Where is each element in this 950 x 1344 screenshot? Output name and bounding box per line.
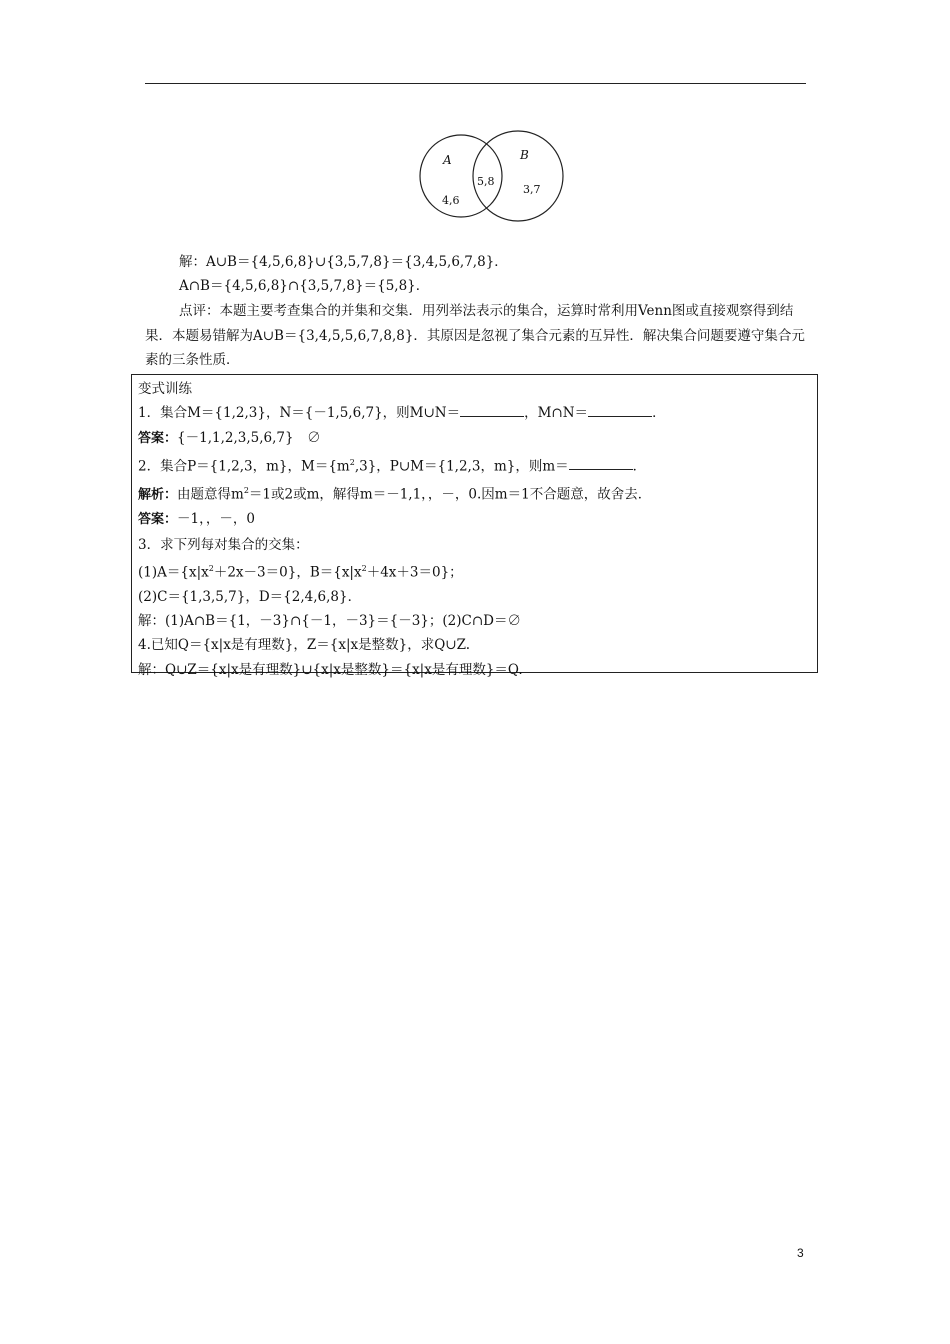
analysis-2	[138, 479, 811, 508]
header-rule	[145, 83, 806, 84]
answer-1	[138, 426, 811, 451]
question-3-1-text: (1)A＝{x|x	[138, 564, 209, 581]
answer-label: 答案：	[138, 430, 178, 446]
superscript: 2	[361, 564, 367, 574]
superscript: 2	[208, 564, 214, 574]
venn-diagram	[415, 120, 567, 230]
superscript: 2	[243, 485, 249, 495]
question-3-1-text-b: ＋2x－3＝0}，B＝{x|x	[213, 564, 362, 581]
question-1-end: ．	[652, 405, 666, 422]
exercise-title: 变式训练	[138, 381, 192, 397]
intersection-elements: 5,8	[477, 175, 495, 188]
answer-blank	[460, 404, 524, 417]
question-1-text-b: ，M∩N＝	[524, 405, 589, 422]
answer-label: 答案：	[138, 512, 178, 528]
question-2-text: 2．集合P＝{1,2,3，m}，M＝{m	[138, 458, 350, 475]
only-b-elements: 3,7	[523, 183, 541, 196]
solution-4: 解：Q∪Z＝{x|x是有理数}∪{x|x是整数}＝{x|x是有理数}＝Q.	[138, 661, 523, 678]
analysis-label: 解析：	[138, 487, 178, 503]
solution-label: 解：	[179, 254, 206, 270]
superscript: 2	[349, 457, 355, 467]
answer-blank	[569, 457, 633, 470]
question-3-1-text-c: ＋4x＋3＝0}；	[366, 564, 463, 581]
solution-intersection: A∩B＝{4,5,6,8}∩{3,5,7,8}＝{5,8}．	[179, 278, 430, 294]
comment-label: 点评：	[179, 303, 220, 319]
question-3-part-1	[138, 557, 811, 585]
only-a-elements: 4,6	[442, 194, 460, 207]
answer-2	[138, 507, 811, 532]
question-3-part-2: (2)C＝{1,3,5,7}，D＝{2,4,6,8}．	[138, 588, 362, 605]
question-2-end: ．	[632, 458, 647, 475]
solution-union	[145, 250, 807, 275]
answer-blank	[588, 404, 652, 417]
exercise-box	[131, 374, 818, 678]
solution-3: 解：(1)A∩B＝{1，－3}∩{－1，－3}＝{－3}；(2)C∩D＝∅	[138, 613, 521, 630]
question-2-text-b: ,3}，P∪M＝{1,2,3，m}，则m＝	[354, 458, 569, 475]
solution-union-text: A∪B＝{4,5,6,8}∪{3,5,7,8}＝{3,4,5,6,7,8}．	[206, 254, 508, 270]
question-2	[138, 451, 811, 479]
analysis-2-text-b: ＝1或2或m，解得m＝－1,1，，－，0.因m＝1不合题意，故舍去．	[248, 486, 652, 503]
answer-1-text: {－1,1,2,3,5,6,7} ∅	[177, 429, 321, 446]
question-1-text: 1．集合M＝{1,2,3}，N＝{－1,5,6,7}，则M∪N＝	[138, 405, 461, 422]
answer-2-text: －1，，－，0	[177, 511, 255, 528]
set-a-label: A	[443, 153, 452, 167]
comment-text: 本题主要考查集合的并集和交集．用列举法表示的集合，运算时常利用Venn图或直接观察得到结果．本题易错解为A∪B＝{3,4,5,5,6,7,8,8}．其原因是忽视了集合元素的互异性．解决集合问题要遵守集合元素的三条性质．	[145, 303, 805, 368]
question-4: 4.已知Q＝{x|x是有理数}，Z＝{x|x是整数}，求Q∪Z.	[138, 637, 471, 654]
page-number: 3	[797, 1246, 804, 1260]
analysis-2-text: 由题意得m	[177, 486, 244, 503]
comment-paragraph	[145, 299, 807, 373]
set-b-label: B	[520, 148, 529, 162]
question-3: 3．求下列每对集合的交集：	[138, 536, 309, 553]
question-1	[138, 401, 811, 425]
